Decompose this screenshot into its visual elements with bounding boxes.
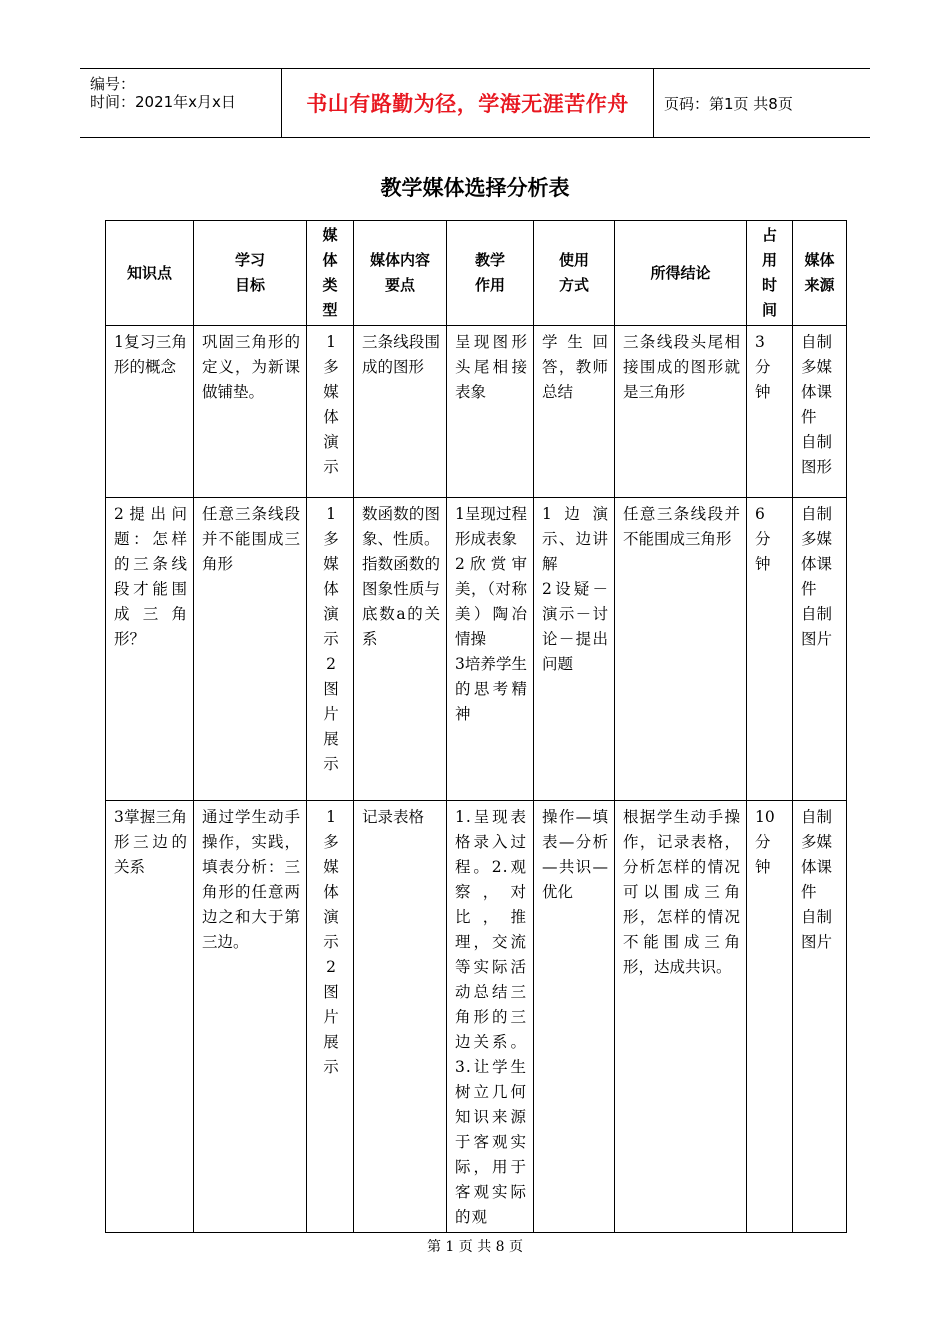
table-row bbox=[106, 326, 847, 498]
cell-goal: 巩固三角形的定义，为新课做铺垫。 bbox=[194, 326, 307, 498]
cell-content: 记录表格 bbox=[354, 801, 447, 1233]
page-header bbox=[80, 68, 870, 138]
cell-content: 数函数的图象、性质。 指数函数的图象性质与底数a的关系 bbox=[354, 498, 447, 801]
col-header-knowledge: 知识点 bbox=[106, 221, 194, 326]
cell-conclusion: 三条线段头尾相接围成的图形就是三角形 bbox=[615, 326, 747, 498]
col-header-usage: 使用 方式 bbox=[534, 221, 615, 326]
cell-conclusion: 任意三条线段并不能围成三角形 bbox=[615, 498, 747, 801]
col-header-goal: 学习 目标 bbox=[194, 221, 307, 326]
cell-goal: 任意三条线段并不能围成三角形 bbox=[194, 498, 307, 801]
cell-knowledge: 1复习三角形的概念 bbox=[106, 326, 194, 498]
cell-media-type: 1 多 媒 体 演 示 2 图 片 展 示 bbox=[307, 498, 354, 801]
cell-goal: 通过学生动手操作，实践，填表分析：三角形的任意两边之和大于第三边。 bbox=[194, 801, 307, 1233]
cell-usage: 操作—填表—分析—共识—优化 bbox=[534, 801, 615, 1233]
col-header-content: 媒体内容 要点 bbox=[354, 221, 447, 326]
cell-time: 6 分 钟 bbox=[747, 498, 793, 801]
cell-role: 1呈现过程形成表象 2欣赏审美，（对称美）陶冶情操 3培养学生的思考精神 bbox=[447, 498, 534, 801]
header-meta bbox=[80, 69, 282, 137]
cell-knowledge: 3掌握三角形三边的关系 bbox=[106, 801, 194, 1233]
number-label: 编号： bbox=[90, 75, 136, 93]
cell-role: 1.呈现表格录入过程。2.观察，对比，推理，交流等实际活动总结三角形的三边关系。3.让学生树立几何知识来源于客观实际，用于客观实际的观 bbox=[447, 801, 534, 1233]
media-analysis-table bbox=[105, 220, 847, 1233]
col-header-source: 媒体 来源 bbox=[793, 221, 847, 326]
cell-source: 自制 多媒 体课 件 自制 图片 bbox=[793, 498, 847, 801]
col-header-media-type: 媒 体 类 型 bbox=[307, 221, 354, 326]
page-footer: 第 1 页 共 8 页 bbox=[426, 1239, 524, 1255]
header-page-info: 页码：第1页 共8页 bbox=[664, 94, 793, 113]
col-header-role: 教学 作用 bbox=[447, 221, 534, 326]
table-row bbox=[106, 801, 847, 1233]
date-label: 时间：2021年x月x日 bbox=[90, 93, 236, 111]
table-row bbox=[106, 498, 847, 801]
cell-role: 呈现图形头尾相接表象 bbox=[447, 326, 534, 498]
table-header-row bbox=[106, 221, 847, 326]
col-header-conclusion: 所得结论 bbox=[615, 221, 747, 326]
cell-time: 10 分 钟 bbox=[747, 801, 793, 1233]
cell-conclusion: 根据学生动手操作，记录表格，分析怎样的情况可以围成三角形，怎样的情况不能围成三角形，达成共识。 bbox=[615, 801, 747, 1233]
header-motto: 书山有路勤为径，学海无涯苦作舟 bbox=[282, 69, 654, 137]
cell-time: 3 分 钟 bbox=[747, 326, 793, 498]
cell-knowledge: 2提出问题：怎样的三条线段才能围成三角形？ bbox=[106, 498, 194, 801]
cell-usage: 1边演示、边讲解 2设疑－演示－讨论－提出问题 bbox=[534, 498, 615, 801]
document-title: 教学媒体选择分析表 bbox=[380, 176, 570, 200]
cell-source: 自制 多媒 体课 件 自制 图片 bbox=[793, 801, 847, 1233]
cell-content: 三条线段围成的图形 bbox=[354, 326, 447, 498]
cell-usage: 学生回答，教师总结 bbox=[534, 326, 615, 498]
cell-media-type: 1 多 媒 体 演 示 2 图 片 展 示 bbox=[307, 801, 354, 1233]
cell-media-type: 1 多 媒 体 演 示 bbox=[307, 326, 354, 498]
col-header-time: 占 用 时 间 bbox=[747, 221, 793, 326]
cell-source: 自制 多媒 体课 件 自制 图形 bbox=[793, 326, 847, 498]
